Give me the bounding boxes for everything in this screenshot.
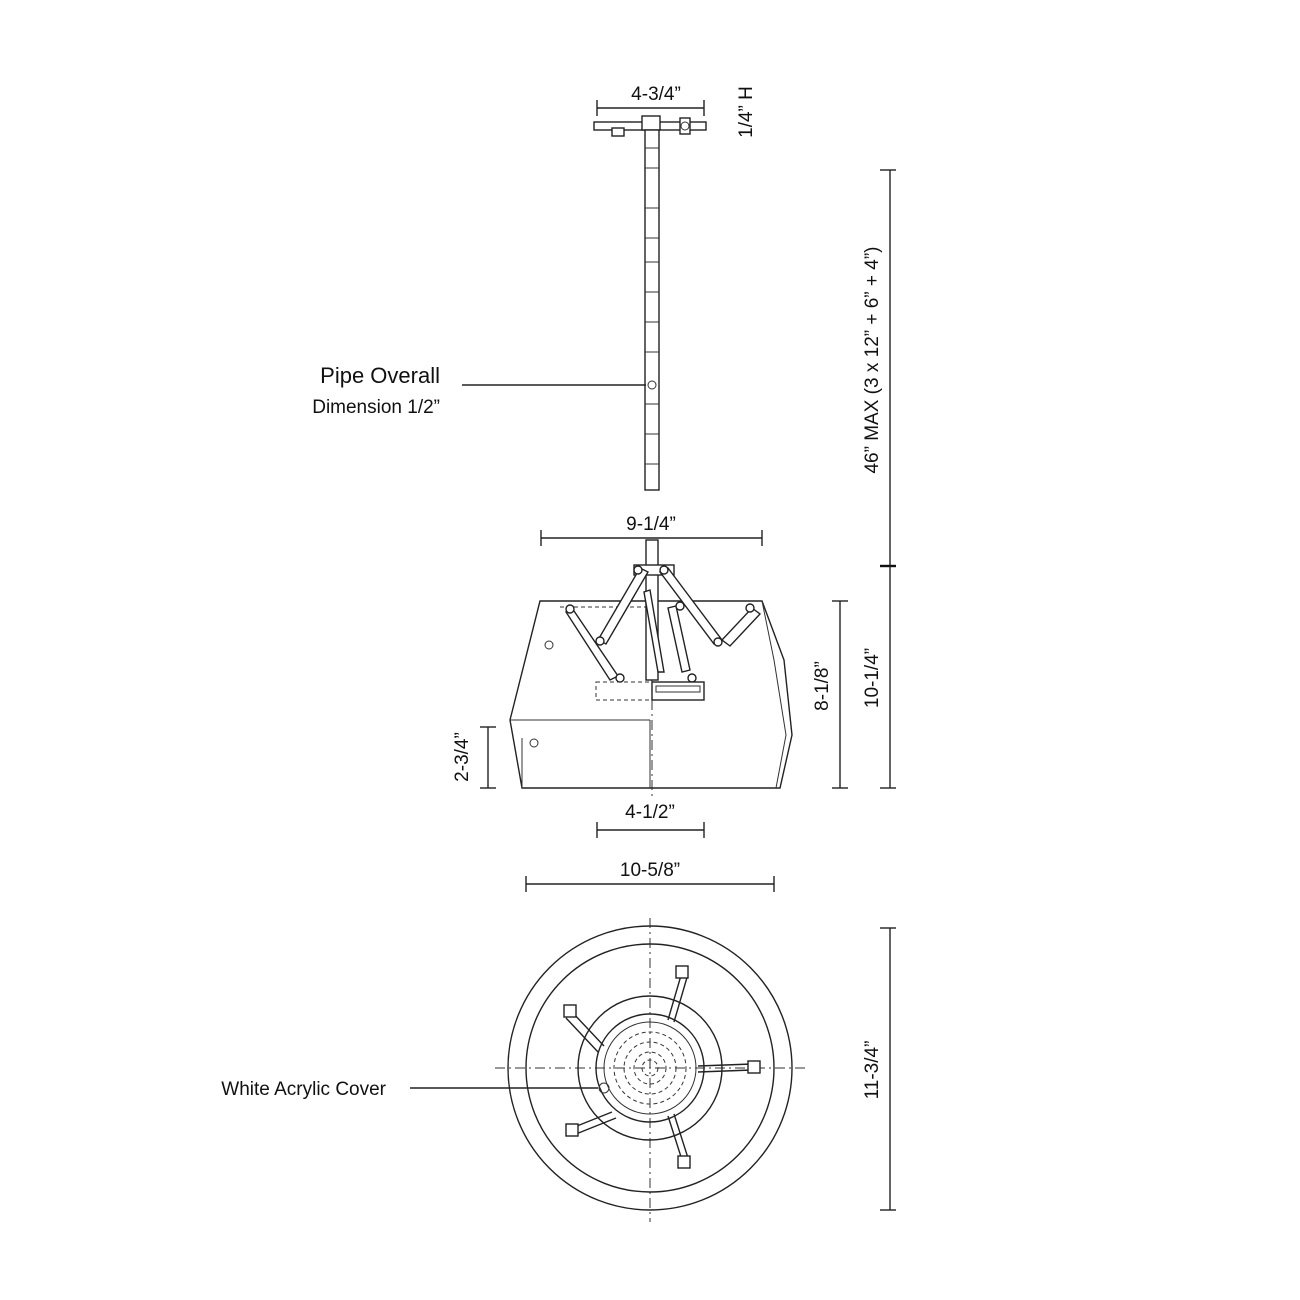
shade-side-view [510,540,792,800]
shade-diameter-dimension [862,928,896,1210]
overall-height-dimension [862,170,896,566]
canopy-width-label: 4-3/4” [631,84,681,105]
shade-bottom-width-dimension [526,860,774,892]
pipe-callout [312,363,646,418]
pipe-dimension-label: Dimension 1/2” [312,397,440,418]
canopy-height-label: 1/4” H [736,86,757,138]
pipe-overall-label: Pipe Overall [320,363,440,388]
cover-height-label: 2-3/4” [452,732,473,782]
pipe-stem [645,130,659,490]
shade-diameter-label: 11-3/4” [862,1040,883,1100]
white-acrylic-cover-label: White Acrylic Cover [221,1079,386,1100]
cover-height-dimension [452,727,496,788]
cover-callout [221,1079,598,1100]
shade-height-dimension [812,601,848,788]
shade-bottom-width-label: 10-5/8” [619,860,681,881]
cover-width-dimension [597,802,704,838]
shade-plan-view [495,918,805,1222]
fixture-height-label: 10-1/4” [862,647,883,709]
shade-top-width-label: 9-1/4” [626,514,676,535]
shade-height-label: 8-1/8” [812,661,833,711]
canopy-width-dimension [597,84,704,116]
fixture-height-dimension [862,566,896,788]
canopy-height-dimension [736,86,757,138]
overall-max-label: 46” MAX (3 x 12” + 6” + 4”) [862,246,883,474]
cover-width-label: 4-1/2” [625,802,675,823]
